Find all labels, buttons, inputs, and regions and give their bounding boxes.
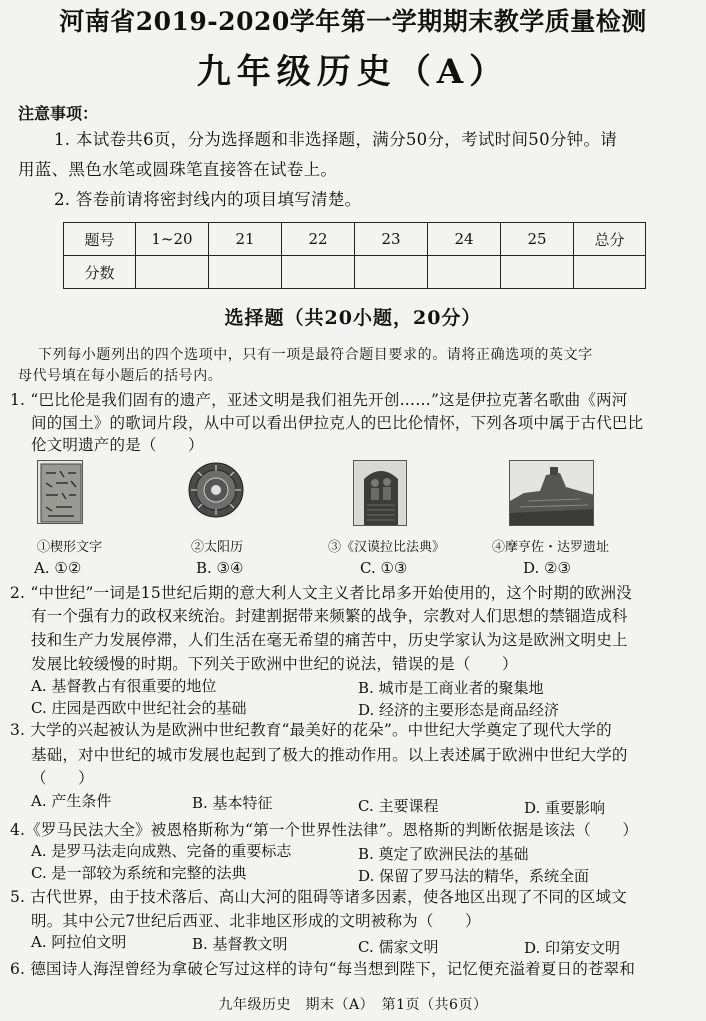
score-row-label: 分数 [64,256,136,289]
exam-subtitle: 九年级历史（A） [196,52,510,92]
notice-item1-line1: 1. 本试卷共6页，分为选择题和非选择题，满分50分，考试时间50分钟。请 [54,130,618,149]
score-header-cell: 22 [282,223,355,256]
q3-option-c[interactable]: C. 主要课程 [358,797,439,815]
notice-item1-line2: 用蓝、黑色水笔或圆珠笔直接答在试卷上。 [18,160,338,179]
q4-option-b[interactable]: B. 奠定了欧洲民法的基础 [358,845,529,863]
caption-cuneiform: ①楔形文字 [37,540,103,555]
section-intro-line1: 下列每小题列出的四个选项中，只有一项是最符合题目要求的。请将正确选项的英文字 [38,347,593,363]
q2-stem-line3: 技和生产力发展停滞，人们生活在毫无希望的痛苦中，历史学家认为这是欧洲文明史上 [31,631,628,649]
score-cell[interactable] [282,256,355,289]
notice-item2: 2. 答卷前请将密封线内的项目填写清楚。 [54,190,362,209]
q1-stem-line3: 伦文明遗产的是（ ） [31,436,204,454]
score-header-cell: 25 [501,223,574,256]
q2-stem-line2: 有一个强有力的政权来统治。封建割据带来频繁的战争，宗教对人们思想的禁锢造成科 [31,607,628,625]
q5-option-b[interactable]: B. 基督教文明 [192,935,288,953]
score-cell[interactable] [501,256,574,289]
mohenjo-daro-ruins-image [509,460,594,526]
q2-stem-line1: 2. “中世纪”一词是15世纪后期的意大利人文主义者比昂多开始使用的，这个时期的欧洲没 [10,584,632,602]
q3-option-b[interactable]: B. 基本特征 [192,794,273,812]
q4-option-c[interactable]: C. 是一部较为系统和完整的法典 [31,864,247,882]
score-header-cell: 总分 [574,223,646,256]
q2-option-a[interactable]: A. 基督教占有很重要的地位 [31,677,217,695]
hammurabi-stele-image [353,460,407,526]
score-cell[interactable] [209,256,282,289]
score-header-cell: 23 [355,223,428,256]
caption-sun-calendar: ②太阳历 [191,540,244,555]
q4-option-a[interactable]: A. 是罗马法走向成熟、完备的重要标志 [31,842,292,860]
q5-option-c[interactable]: C. 儒家文明 [358,938,439,956]
q5-option-d[interactable]: D. 印第安文明 [524,939,621,957]
q5-option-a[interactable]: A. 阿拉伯文明 [31,933,127,951]
q4-stem-line1: 4.《罗马民法大全》被恩格斯称为“第一个世界性法律”。恩格斯的判断依据是该法（ ） [10,821,639,839]
cuneiform-tablet-image [37,460,83,524]
score-table-score-row [64,256,646,289]
notice-title: 注意事项： [18,104,99,123]
q1-option-a[interactable]: A. ①② [34,559,82,577]
q4-option-d[interactable]: D. 保留了罗马法的精华，系统全面 [358,867,590,885]
score-cell[interactable] [428,256,501,289]
q2-option-b[interactable]: B. 城市是工商业者的聚集地 [358,679,544,697]
score-cell[interactable] [574,256,646,289]
score-cell[interactable] [136,256,209,289]
q6-stem-line1: 6. 德国诗人海涅曾经为拿破仑写过这样的诗句“每当想到陛下，记忆便充溢着夏日的苍翠和 [10,960,636,978]
score-header-cell: 1~20 [136,223,209,256]
page-footer: 九年级历史 期末（A） 第1页（共6页） [218,997,488,1013]
score-cell[interactable] [355,256,428,289]
q3-stem-line1: 3. 大学的兴起被认为是欧洲中世纪教育“最美好的花朵”。中世纪大学奠定了现代大学的 [10,721,612,739]
q5-stem-line2: 明。其中公元7世纪后西亚、北非地区形成的文明被称为（ ） [31,912,481,930]
q2-option-c[interactable]: C. 庄园是西欧中世纪社会的基础 [31,699,247,717]
q3-option-a[interactable]: A. 产生条件 [31,792,112,810]
q1-stem-line2: 间的国土》的歌词片段，从中可以看出伊拉克人的巴比伦情怀，下列各项中属于古代巴比 [31,414,644,432]
caption-hammurabi-code: ③《汉谟拉比法典》 [328,540,446,555]
caption-mohenjo-daro: ④摩亨佐・达罗遗址 [492,540,610,555]
section-title: 选择题（共20小题，20分） [224,307,482,329]
q3-stem-line2: 基础，对中世纪的城市发展也起到了极大的推动作用。以上表述属于欧洲中世纪大学的 [31,746,628,764]
q2-stem-line4: 发展比较缓慢的时期。下列关于欧洲中世纪的说法，错误的是（ ） [31,655,518,673]
score-header-cell: 21 [209,223,282,256]
exam-title: 河南省2019-2020学年第一学期期末教学质量检测 [59,7,647,36]
q3-stem-line3: （ ） [31,769,94,787]
q1-option-b[interactable]: B. ③④ [196,559,244,577]
sun-calendar-image [188,462,244,518]
section-intro-line2: 母代号填在每小题后的括号内。 [18,368,223,384]
q3-option-d[interactable]: D. 重要影响 [524,799,606,817]
score-header-cell: 题号 [64,223,136,256]
q1-stem-line1: 1. “巴比伦是我们固有的遗产，亚述文明是我们祖先开创……”这是伊拉克著名歌曲《两河 [10,391,628,409]
q1-option-c[interactable]: C. ①③ [360,559,408,577]
score-header-cell: 24 [428,223,501,256]
score-table-header-row [64,223,646,256]
q5-stem-line1: 5. 古代世界，由于技术落后、高山大河的阻碍等诸多因素，使各地区出现了不同的区域文 [10,888,627,906]
q1-option-d[interactable]: D. ②③ [523,559,571,577]
score-table [63,222,646,289]
q2-option-d[interactable]: D. 经济的主要形态是商品经济 [358,701,560,719]
